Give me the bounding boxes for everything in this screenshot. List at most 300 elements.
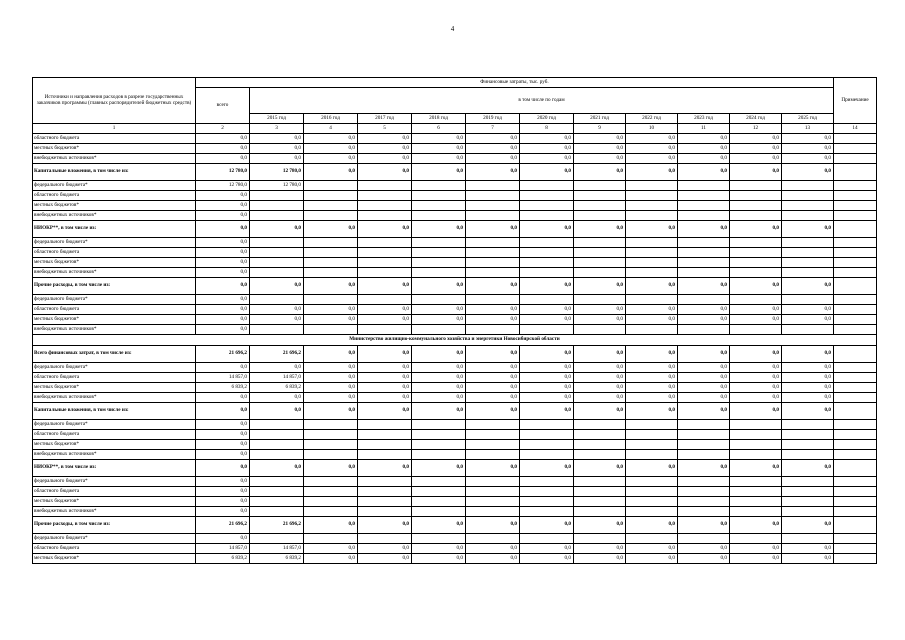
- row-label: Прочие расходы, в том числе из:: [33, 517, 196, 534]
- year-value: 0,0: [250, 134, 304, 144]
- row-total: 0,0: [196, 295, 250, 305]
- year-value: 0,0: [626, 315, 678, 325]
- year-value: [304, 430, 358, 440]
- year-value: 0,0: [574, 383, 626, 393]
- year-value: 0,0: [626, 305, 678, 315]
- year-value: 0,0: [626, 383, 678, 393]
- row-total: 0,0: [196, 258, 250, 268]
- year-value: 0,0: [678, 144, 730, 154]
- year-value: 0,0: [574, 544, 626, 554]
- year-value: 0,0: [466, 403, 520, 420]
- year-value: [678, 477, 730, 487]
- table-row: [33, 507, 877, 517]
- row-total: 0,0: [196, 154, 250, 164]
- year-value: [782, 507, 834, 517]
- year-value: 0,0: [520, 164, 574, 181]
- year-value: 0,0: [412, 134, 466, 144]
- year-header: 2016 год: [304, 114, 358, 124]
- year-value: 0,0: [678, 305, 730, 315]
- year-value: 0,0: [730, 278, 782, 295]
- year-value: 0,0: [304, 278, 358, 295]
- source-column-header: Источники и направления расходов в разрезе государственных заказчиков программы (главных распорядителей бюджетных средств): [33, 78, 196, 124]
- year-value: [626, 477, 678, 487]
- row-total: 0,0: [196, 315, 250, 325]
- year-value: 0,0: [626, 554, 678, 564]
- year-value: [574, 430, 626, 440]
- year-header: 2015 год: [250, 114, 304, 124]
- year-value: [782, 487, 834, 497]
- year-value: [304, 534, 358, 544]
- year-value: [730, 295, 782, 305]
- year-value: [412, 420, 466, 430]
- year-value: [412, 181, 466, 191]
- year-value: [304, 268, 358, 278]
- year-value: 0,0: [250, 403, 304, 420]
- row-label: областного бюджета: [33, 305, 196, 315]
- year-value: [574, 211, 626, 221]
- year-value: 0,0: [412, 154, 466, 164]
- row-label: областного бюджета: [33, 373, 196, 383]
- year-value: 0,0: [574, 403, 626, 420]
- year-value: 0,0: [730, 363, 782, 373]
- year-value: 0,0: [730, 164, 782, 181]
- table-row: [33, 201, 877, 211]
- year-value: [412, 238, 466, 248]
- year-value: 0,0: [574, 393, 626, 403]
- year-value: [412, 295, 466, 305]
- year-value: [358, 181, 412, 191]
- year-value: [466, 181, 520, 191]
- year-value: [574, 507, 626, 517]
- year-value: [412, 268, 466, 278]
- year-value: 0,0: [574, 363, 626, 373]
- column-number: 13: [782, 124, 834, 134]
- year-value: [358, 295, 412, 305]
- row-label: областного бюджета: [33, 134, 196, 144]
- year-value: 0,0: [626, 221, 678, 238]
- year-value: [358, 238, 412, 248]
- column-numbers-row: [33, 124, 877, 134]
- year-value: [626, 450, 678, 460]
- year-value: [782, 534, 834, 544]
- year-value: 12 780,0: [250, 181, 304, 191]
- year-value: 0,0: [304, 373, 358, 383]
- note-cell: [834, 305, 877, 315]
- year-value: [730, 420, 782, 430]
- year-value: [466, 534, 520, 544]
- year-value: 0,0: [466, 144, 520, 154]
- year-value: 0,0: [250, 221, 304, 238]
- year-value: 0,0: [730, 134, 782, 144]
- year-value: [250, 440, 304, 450]
- year-value: 0,0: [678, 517, 730, 534]
- year-value: [574, 440, 626, 450]
- row-total: 0,0: [196, 201, 250, 211]
- year-value: [574, 248, 626, 258]
- year-value: [520, 295, 574, 305]
- year-value: [520, 258, 574, 268]
- year-value: 0,0: [304, 315, 358, 325]
- table-row: [33, 305, 877, 315]
- year-value: [520, 430, 574, 440]
- note-cell: [834, 487, 877, 497]
- year-value: 0,0: [730, 305, 782, 315]
- year-value: 0,0: [730, 315, 782, 325]
- year-value: 0,0: [520, 460, 574, 477]
- year-value: [626, 440, 678, 450]
- year-value: [358, 507, 412, 517]
- year-value: 0,0: [678, 460, 730, 477]
- year-value: [250, 450, 304, 460]
- table-row: [33, 534, 877, 544]
- year-value: [466, 295, 520, 305]
- year-value: [466, 477, 520, 487]
- note-cell: [834, 383, 877, 393]
- table-row: [33, 544, 877, 554]
- year-value: 0,0: [250, 154, 304, 164]
- year-value: [574, 191, 626, 201]
- row-total: 0,0: [196, 440, 250, 450]
- year-value: 0,0: [626, 134, 678, 144]
- year-value: 0,0: [520, 517, 574, 534]
- year-value: [466, 248, 520, 258]
- year-value: [626, 258, 678, 268]
- year-value: [358, 440, 412, 450]
- header-row-1: [33, 78, 877, 88]
- year-value: 0,0: [678, 383, 730, 393]
- year-value: 0,0: [358, 346, 412, 363]
- year-value: [466, 211, 520, 221]
- row-total: 0,0: [196, 238, 250, 248]
- year-value: 0,0: [730, 403, 782, 420]
- total-column-header: всего: [196, 88, 250, 124]
- year-value: 0,0: [358, 134, 412, 144]
- year-value: 0,0: [574, 305, 626, 315]
- year-value: [574, 295, 626, 305]
- year-value: [626, 497, 678, 507]
- year-value: [250, 238, 304, 248]
- table-row: [33, 258, 877, 268]
- year-value: [730, 440, 782, 450]
- note-cell: [834, 315, 877, 325]
- year-value: 0,0: [466, 554, 520, 564]
- row-total: 0,0: [196, 268, 250, 278]
- table-row: [33, 517, 877, 534]
- year-value: [782, 325, 834, 335]
- year-value: 6 839,2: [250, 554, 304, 564]
- year-value: 0,0: [358, 278, 412, 295]
- year-value: 0,0: [520, 144, 574, 154]
- year-value: [412, 487, 466, 497]
- table-row: [33, 393, 877, 403]
- year-value: [730, 258, 782, 268]
- row-label: внебюджетных источников*: [33, 393, 196, 403]
- year-value: [304, 420, 358, 430]
- year-value: [358, 534, 412, 544]
- year-value: [304, 258, 358, 268]
- year-value: [304, 450, 358, 460]
- table-row: [33, 346, 877, 363]
- year-value: [520, 507, 574, 517]
- year-value: 0,0: [782, 363, 834, 373]
- year-value: 0,0: [250, 315, 304, 325]
- note-column-header: Примечание: [834, 78, 877, 124]
- year-value: 0,0: [358, 373, 412, 383]
- row-total: 0,0: [196, 460, 250, 477]
- table-row: [33, 164, 877, 181]
- year-value: 0,0: [520, 403, 574, 420]
- column-number: 8: [520, 124, 574, 134]
- year-value: [678, 268, 730, 278]
- year-value: 0,0: [412, 144, 466, 154]
- table-row: [33, 268, 877, 278]
- note-cell: [834, 221, 877, 238]
- year-value: [466, 191, 520, 201]
- year-value: [782, 191, 834, 201]
- row-label: областного бюджета: [33, 430, 196, 440]
- year-value: [678, 450, 730, 460]
- year-value: [678, 507, 730, 517]
- year-value: 0,0: [412, 554, 466, 564]
- year-value: 0,0: [520, 278, 574, 295]
- year-value: 0,0: [678, 544, 730, 554]
- year-value: 6 839,2: [250, 383, 304, 393]
- year-value: 0,0: [730, 346, 782, 363]
- note-cell: [834, 278, 877, 295]
- year-value: 0,0: [358, 554, 412, 564]
- year-value: [304, 487, 358, 497]
- year-value: 0,0: [304, 403, 358, 420]
- note-cell: [834, 248, 877, 258]
- year-value: 0,0: [626, 346, 678, 363]
- year-value: [730, 181, 782, 191]
- row-label: федерального бюджета*: [33, 363, 196, 373]
- year-value: [574, 477, 626, 487]
- year-value: [304, 477, 358, 487]
- year-value: 0,0: [782, 346, 834, 363]
- row-total: 0,0: [196, 420, 250, 430]
- year-value: [678, 211, 730, 221]
- year-value: 0,0: [782, 315, 834, 325]
- row-total: 21 696,2: [196, 346, 250, 363]
- year-value: [520, 477, 574, 487]
- year-value: 0,0: [412, 315, 466, 325]
- year-value: [304, 248, 358, 258]
- year-value: 0,0: [304, 221, 358, 238]
- year-value: [626, 534, 678, 544]
- year-value: 0,0: [466, 134, 520, 144]
- year-value: 0,0: [520, 544, 574, 554]
- row-label: внебюджетных источников*: [33, 450, 196, 460]
- row-total: 0,0: [196, 134, 250, 144]
- note-cell: [834, 534, 877, 544]
- year-value: 0,0: [730, 221, 782, 238]
- year-value: 0,0: [626, 154, 678, 164]
- year-value: 12 780,0: [250, 164, 304, 181]
- table-row: [33, 325, 877, 335]
- year-value: 0,0: [782, 460, 834, 477]
- year-header: 2025 год: [782, 114, 834, 124]
- year-value: 0,0: [730, 517, 782, 534]
- year-value: [626, 211, 678, 221]
- year-value: [626, 238, 678, 248]
- year-value: 0,0: [304, 544, 358, 554]
- year-value: [730, 201, 782, 211]
- table-row: [33, 154, 877, 164]
- year-value: 0,0: [412, 346, 466, 363]
- year-value: [626, 191, 678, 201]
- year-value: [678, 238, 730, 248]
- year-value: [782, 201, 834, 211]
- year-value: [730, 238, 782, 248]
- note-cell: [834, 325, 877, 335]
- year-value: [626, 430, 678, 440]
- year-value: [574, 420, 626, 430]
- year-value: [304, 181, 358, 191]
- year-value: 0,0: [574, 144, 626, 154]
- year-value: [626, 248, 678, 258]
- year-value: 0,0: [782, 383, 834, 393]
- year-value: [626, 295, 678, 305]
- year-value: 0,0: [678, 154, 730, 164]
- year-value: [678, 430, 730, 440]
- year-value: [782, 477, 834, 487]
- year-value: 0,0: [782, 154, 834, 164]
- year-value: [782, 295, 834, 305]
- year-value: [678, 534, 730, 544]
- year-value: [520, 440, 574, 450]
- table-row: [33, 403, 877, 420]
- year-value: 0,0: [678, 393, 730, 403]
- year-value: [412, 325, 466, 335]
- year-value: 0,0: [466, 164, 520, 181]
- row-total: 0,0: [196, 278, 250, 295]
- year-value: [250, 487, 304, 497]
- note-cell: [834, 554, 877, 564]
- year-value: [626, 325, 678, 335]
- year-value: 0,0: [574, 517, 626, 534]
- year-value: 0,0: [730, 144, 782, 154]
- table-row: [33, 278, 877, 295]
- row-total: 0,0: [196, 325, 250, 335]
- year-value: [466, 450, 520, 460]
- year-value: [520, 248, 574, 258]
- note-cell: [834, 346, 877, 363]
- row-label: федерального бюджета*: [33, 534, 196, 544]
- year-value: 0,0: [626, 517, 678, 534]
- year-value: [250, 191, 304, 201]
- year-value: [678, 258, 730, 268]
- year-value: [782, 268, 834, 278]
- note-cell: [834, 544, 877, 554]
- budget-table: [32, 77, 877, 564]
- year-value: 0,0: [520, 305, 574, 315]
- year-value: 0,0: [520, 393, 574, 403]
- row-label: местных бюджетов*: [33, 497, 196, 507]
- note-cell: [834, 430, 877, 440]
- year-value: 0,0: [574, 346, 626, 363]
- year-value: 0,0: [358, 544, 412, 554]
- year-value: 0,0: [358, 164, 412, 181]
- year-value: [250, 325, 304, 335]
- year-value: 0,0: [304, 383, 358, 393]
- year-value: [466, 238, 520, 248]
- year-value: 0,0: [782, 393, 834, 403]
- year-value: 0,0: [466, 315, 520, 325]
- year-value: [466, 497, 520, 507]
- year-value: [574, 325, 626, 335]
- by-years-header: в том числе по годам: [250, 88, 834, 114]
- row-total: 6 839,2: [196, 554, 250, 564]
- year-value: 0,0: [782, 554, 834, 564]
- year-value: 0,0: [520, 363, 574, 373]
- year-value: [520, 450, 574, 460]
- note-cell: [834, 497, 877, 507]
- year-value: 0,0: [466, 373, 520, 383]
- year-value: 0,0: [520, 383, 574, 393]
- year-value: 0,0: [678, 363, 730, 373]
- year-value: [358, 268, 412, 278]
- year-value: [250, 268, 304, 278]
- row-total: 12 780,0: [196, 181, 250, 191]
- year-value: 0,0: [730, 373, 782, 383]
- year-value: 0,0: [574, 373, 626, 383]
- year-value: [466, 430, 520, 440]
- table-row: [33, 363, 877, 373]
- year-value: 0,0: [520, 373, 574, 383]
- year-value: [520, 497, 574, 507]
- year-value: [730, 450, 782, 460]
- column-number: 10: [626, 124, 678, 134]
- year-value: 0,0: [466, 363, 520, 373]
- year-value: [466, 201, 520, 211]
- row-total: 0,0: [196, 144, 250, 154]
- year-value: [730, 507, 782, 517]
- year-value: 0,0: [678, 134, 730, 144]
- year-value: 0,0: [358, 393, 412, 403]
- year-value: [574, 201, 626, 211]
- row-total: 12 780,0: [196, 164, 250, 181]
- note-cell: [834, 201, 877, 211]
- year-value: [304, 440, 358, 450]
- year-value: 0,0: [412, 403, 466, 420]
- year-value: 21 696,2: [250, 517, 304, 534]
- note-cell: [834, 460, 877, 477]
- year-value: [626, 420, 678, 430]
- year-header: 2024 год: [730, 114, 782, 124]
- year-value: 0,0: [626, 164, 678, 181]
- row-total: 0,0: [196, 393, 250, 403]
- year-value: [250, 201, 304, 211]
- note-cell: [834, 517, 877, 534]
- year-value: [250, 258, 304, 268]
- year-value: 0,0: [304, 154, 358, 164]
- row-label: Всего финансовых затрат, в том числе из:: [33, 346, 196, 363]
- year-value: [782, 420, 834, 430]
- row-total: 0,0: [196, 487, 250, 497]
- year-value: 0,0: [626, 278, 678, 295]
- column-number: 14: [834, 124, 877, 134]
- year-value: 0,0: [304, 144, 358, 154]
- year-value: [730, 248, 782, 258]
- year-value: [678, 191, 730, 201]
- year-value: 0,0: [782, 544, 834, 554]
- row-total: 0,0: [196, 534, 250, 544]
- year-value: [626, 268, 678, 278]
- year-value: 0,0: [250, 305, 304, 315]
- year-value: 0,0: [412, 305, 466, 315]
- year-value: 0,0: [358, 517, 412, 534]
